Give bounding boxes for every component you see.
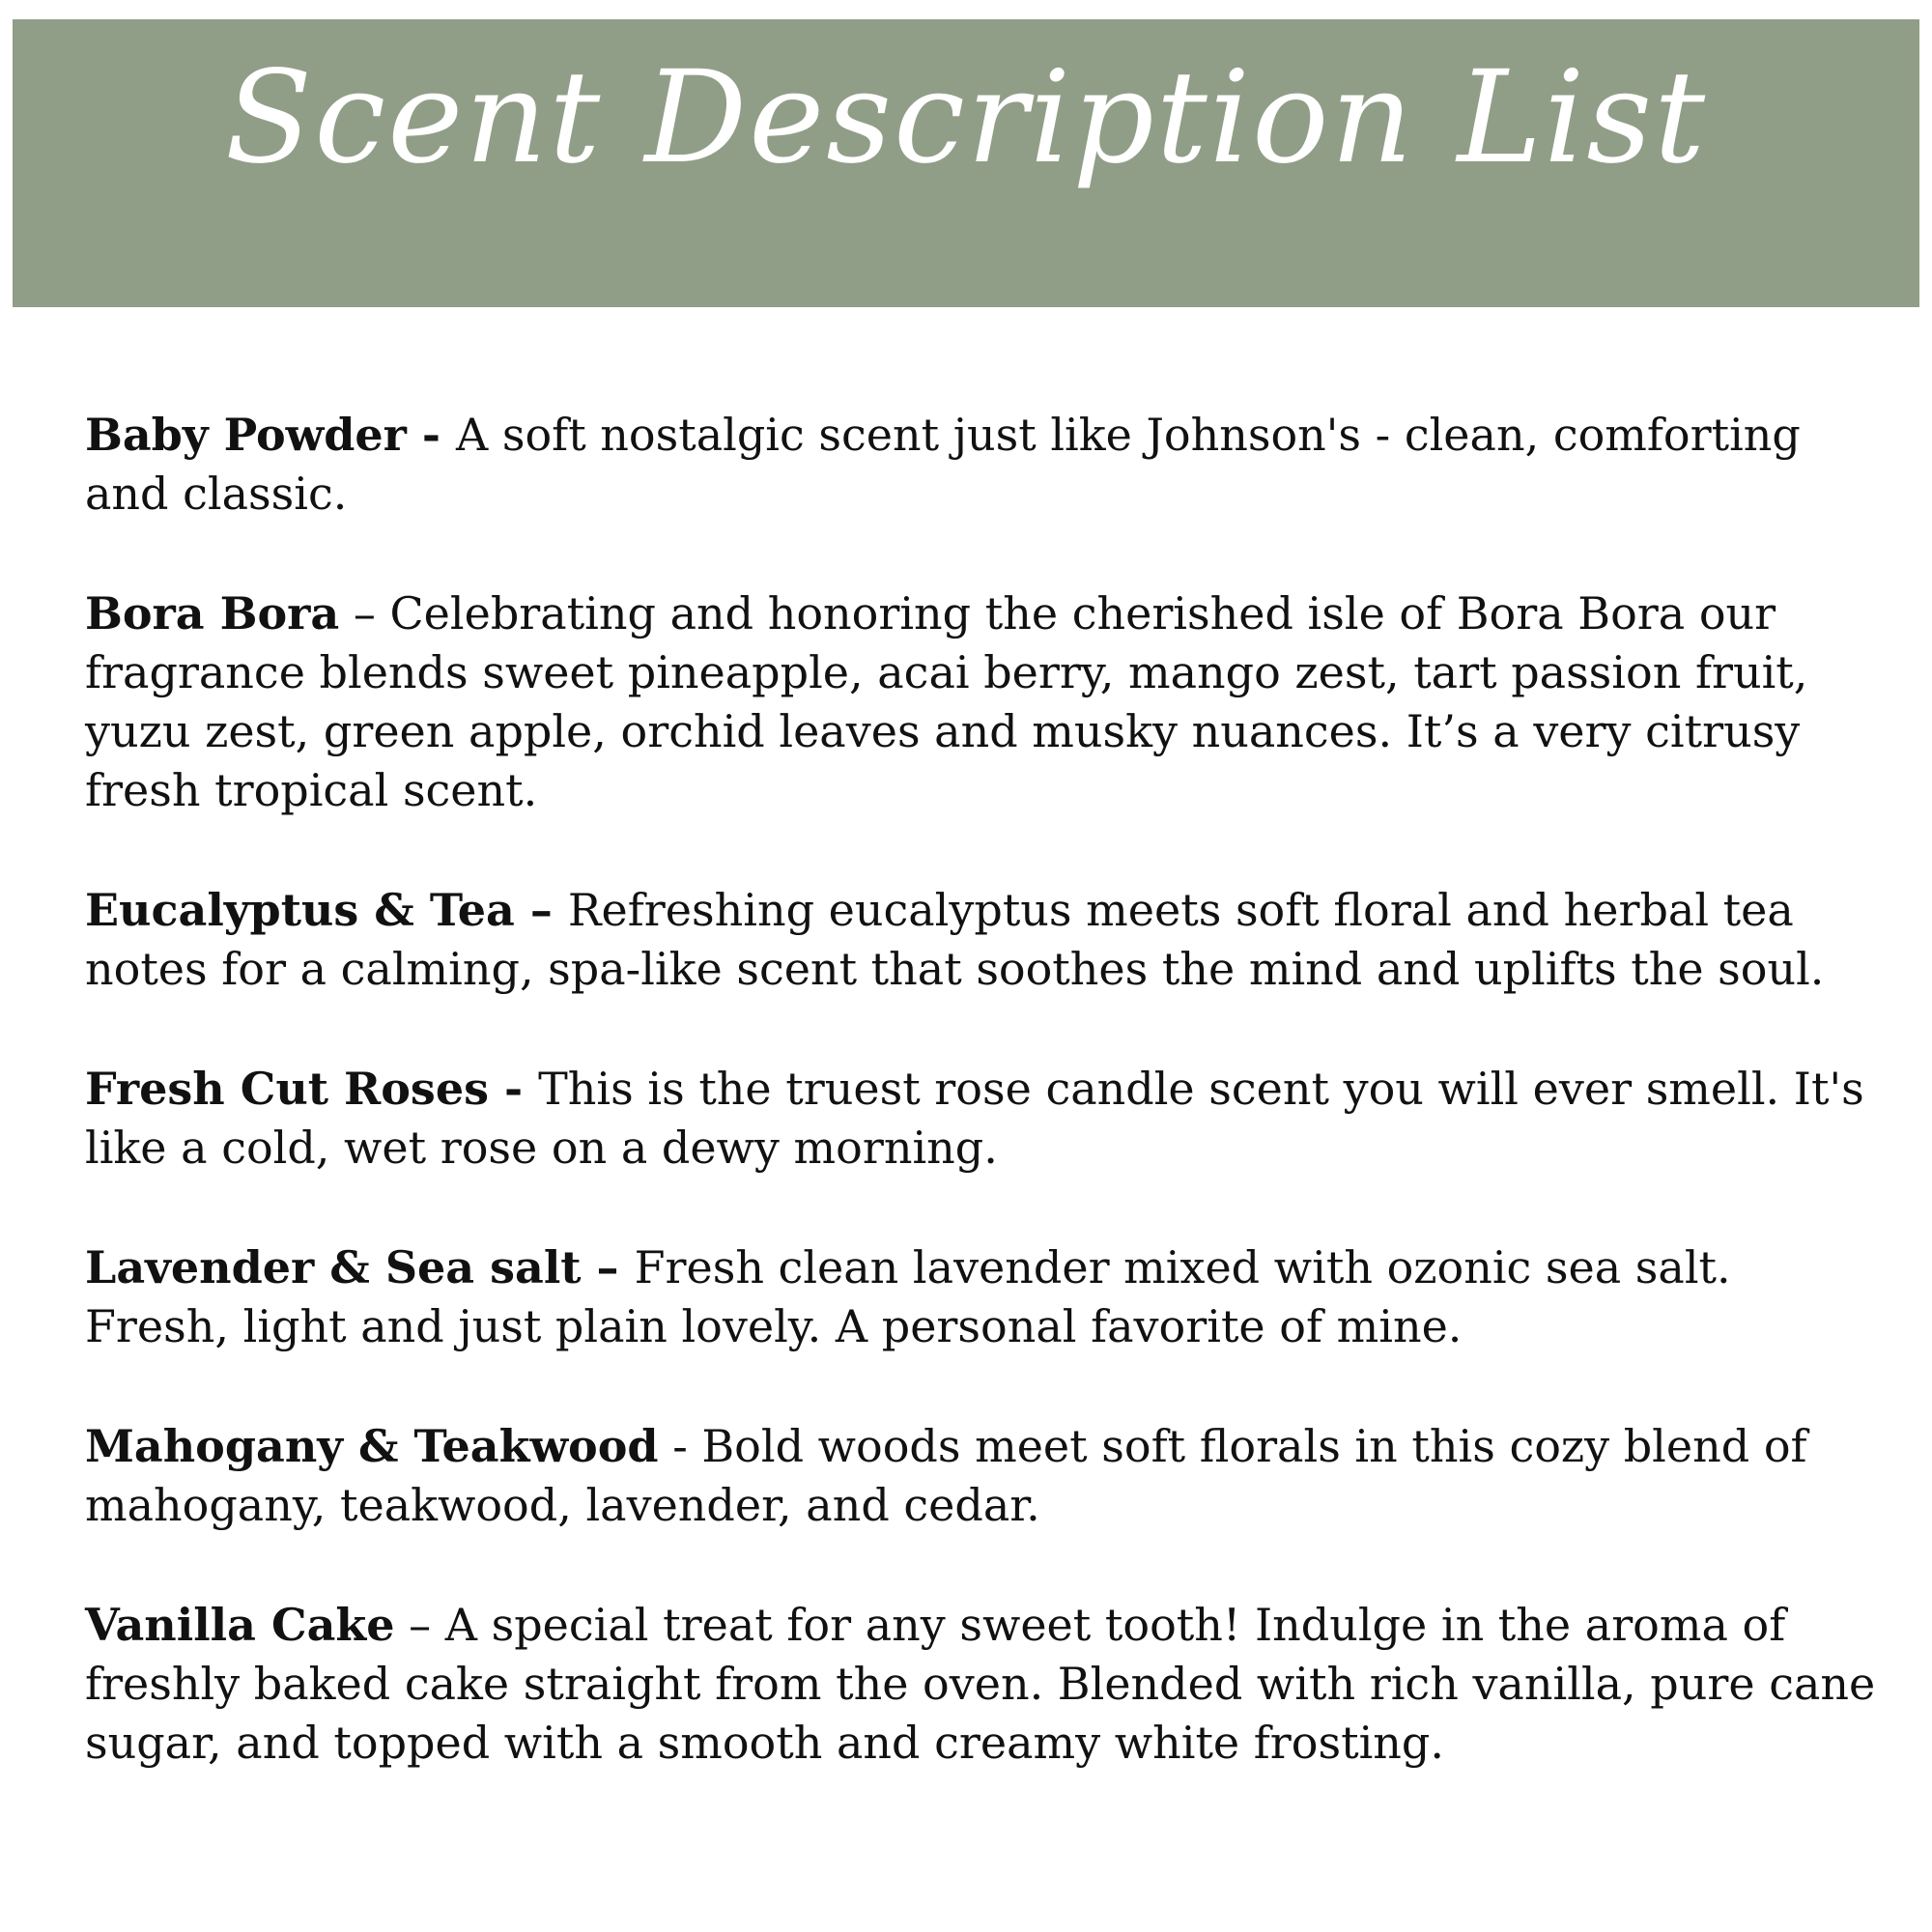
scent-description: Refreshing eucalyptus meets soft floral and herbal tea notes for a calming, spa-like scent that soothes the mind and uplifts the soul. [85,884,1825,995]
scent-name: Vanilla Cake [85,1599,395,1651]
scent-name: Baby Powder [85,409,407,461]
scent-separator: - [489,1063,539,1115]
scent-description: A soft nostalgic scent just like Johnson's - clean, comforting and classic. [85,409,1801,520]
scent-item-bora-bora [85,584,1882,820]
scent-list [85,406,1882,1833]
scent-item-lavender-sea-salt [85,1238,1882,1356]
title-banner [13,19,1919,307]
scent-name: Bora Bora [85,587,340,639]
scent-description: Bold woods meet soft florals in this cozy blend of mahogany, teakwood, lavender, and cedar. [85,1420,1807,1531]
scent-name: Fresh Cut Roses [85,1063,489,1115]
scent-name: Lavender & Sea salt [85,1241,582,1293]
scent-separator: - [406,409,457,461]
scent-description: Celebrating and honoring the cherished isle of Bora Bora our fragrance blends sweet pineapple, acai berry, mango zest, tart passion fruit, yuzu zest, green apple, orchid leaves and musky nuances. It’s a very citrusy fresh tropical scent. [85,587,1808,816]
scent-separator: – [339,587,390,639]
scent-item-eucalyptus-tea [85,881,1882,999]
scent-separator: – [514,884,568,936]
page-title: Scent Description List [224,43,1708,192]
scent-description: Fresh clean lavender mixed with ozonic sea salt. Fresh, light and just plain lovely. A personal favorite of mine. [85,1241,1731,1352]
scent-separator: – [581,1241,635,1293]
scent-name: Mahogany & Teakwood [85,1420,659,1472]
scent-separator: – [394,1599,445,1651]
scent-separator: - [658,1420,702,1472]
scent-item-fresh-cut-roses [85,1060,1882,1178]
scent-description: A special treat for any sweet tooth! Indulge in the aroma of freshly baked cake straight from the oven. Blended with rich vanilla, pure cane sugar, and topped with a smooth and creamy white frosting. [85,1599,1876,1769]
scent-name: Eucalyptus & Tea [85,884,515,936]
scent-item-baby-powder [85,406,1882,524]
scent-description: This is the truest rose candle scent you will ever smell. It's like a cold, wet rose on a dewy morning. [85,1063,1864,1174]
scent-item-mahogany-teakwood [85,1417,1882,1535]
scent-item-vanilla-cake [85,1596,1882,1773]
